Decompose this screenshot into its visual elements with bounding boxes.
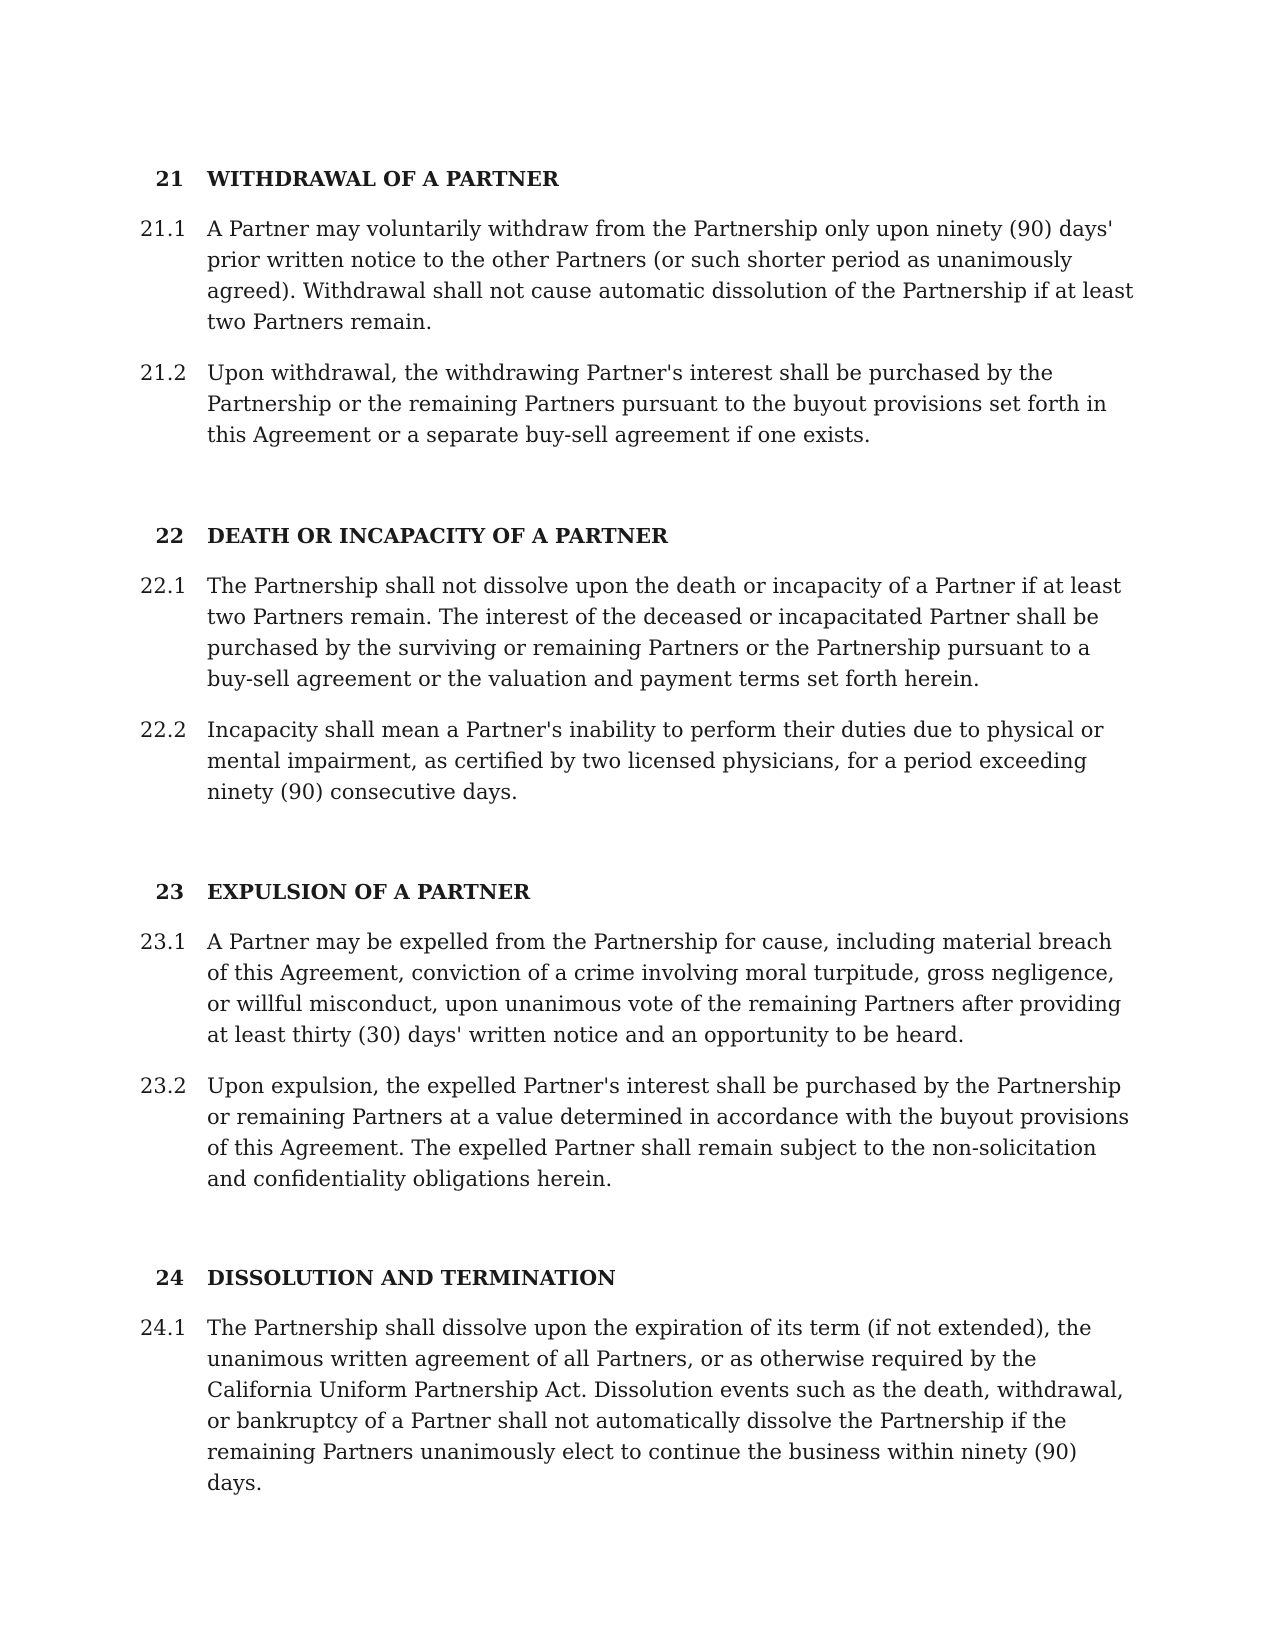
section-title: WITHDRAWAL OF A PARTNER xyxy=(207,167,559,191)
section-number: 23 xyxy=(155,880,184,904)
section-heading xyxy=(0,164,1275,194)
section-heading xyxy=(0,1263,1275,1293)
clause-text: Upon withdrawal, the withdrawing Partner's interest shall be purchased by the Partnership or the remaining Partners pursuant to the buyout provisions set forth in this Agreement or a separate buy-sell agreement if one exists. xyxy=(207,361,1107,447)
clause-number: 24.1 xyxy=(140,1316,187,1340)
section-title: EXPULSION OF A PARTNER xyxy=(207,880,531,904)
clause-number: 23.1 xyxy=(140,930,187,954)
section-title: DISSOLUTION AND TERMINATION xyxy=(207,1266,616,1290)
clause-22-1 xyxy=(0,571,1275,695)
clause-number: 22.2 xyxy=(140,718,187,742)
clause-text: Upon expulsion, the expelled Partner's interest shall be purchased by the Partnership or remaining Partners at a value determined in accordance with the buyout provisions of this Agreement. The expelled Partner shall remain subject to the non-solicitation and confidentiality obligations herein. xyxy=(207,1074,1130,1191)
clause-text: The Partnership shall not dissolve upon the death or incapacity of a Partner if at least two Partners remain. The interest of the deceased or incapacitated Partner shall be purchased by the surviving or remaining Partners or the Partnership pursuant to a buy-sell agreement or the valuation and payment terms set forth herein. xyxy=(207,574,1122,691)
clause-text: The Partnership shall dissolve upon the expiration of its term (if not extended), the unanimous written agreement of all Partners, or as otherwise required by the California Uniform Partnership Act. Dissolution events such as the death, withdrawal, or bankruptcy of a Partner shall not automatically dissolve the Partnership if the remaining Partners unanimously elect to continue the business within ninety (90) days. xyxy=(207,1316,1124,1495)
section-23 xyxy=(0,877,1275,1195)
section-21 xyxy=(0,164,1275,451)
section-title: DEATH OR INCAPACITY OF A PARTNER xyxy=(207,524,669,548)
clause-number: 22.1 xyxy=(140,574,187,598)
section-number: 24 xyxy=(155,1266,184,1290)
clause-22-2 xyxy=(0,715,1275,808)
clause-23-2 xyxy=(0,1071,1275,1195)
clause-21-1 xyxy=(0,214,1275,338)
clause-number: 21.1 xyxy=(140,217,187,241)
section-heading xyxy=(0,521,1275,551)
clause-number: 23.2 xyxy=(140,1074,187,1098)
section-24 xyxy=(0,1263,1275,1499)
clause-21-2 xyxy=(0,358,1275,451)
section-number: 22 xyxy=(155,524,184,548)
clause-text: A Partner may be expelled from the Partnership for cause, including material breach of this Agreement, conviction of a crime involving moral turpitude, gross negligence, or willful misconduct, upon unanimous vote of the remaining Partners after providing at least thirty (30) days' written notice and an opportunity to be heard. xyxy=(207,930,1122,1047)
clause-text: A Partner may voluntarily withdraw from the Partnership only upon ninety (90) days' prior written notice to the other Partners (or such shorter period as unanimously agreed). Withdrawal shall not cause automatic dissolution of the Partnership if at least two Partners remain. xyxy=(207,217,1134,334)
section-number: 21 xyxy=(155,167,184,191)
clause-24-1 xyxy=(0,1313,1275,1499)
clause-23-1 xyxy=(0,927,1275,1051)
section-22 xyxy=(0,521,1275,808)
clause-text: Incapacity shall mean a Partner's inability to perform their duties due to physical or mental impairment, as certified by two licensed physicians, for a period exceeding ninety (90) consecutive days. xyxy=(207,718,1104,804)
clause-number: 21.2 xyxy=(140,361,187,385)
section-heading xyxy=(0,877,1275,907)
